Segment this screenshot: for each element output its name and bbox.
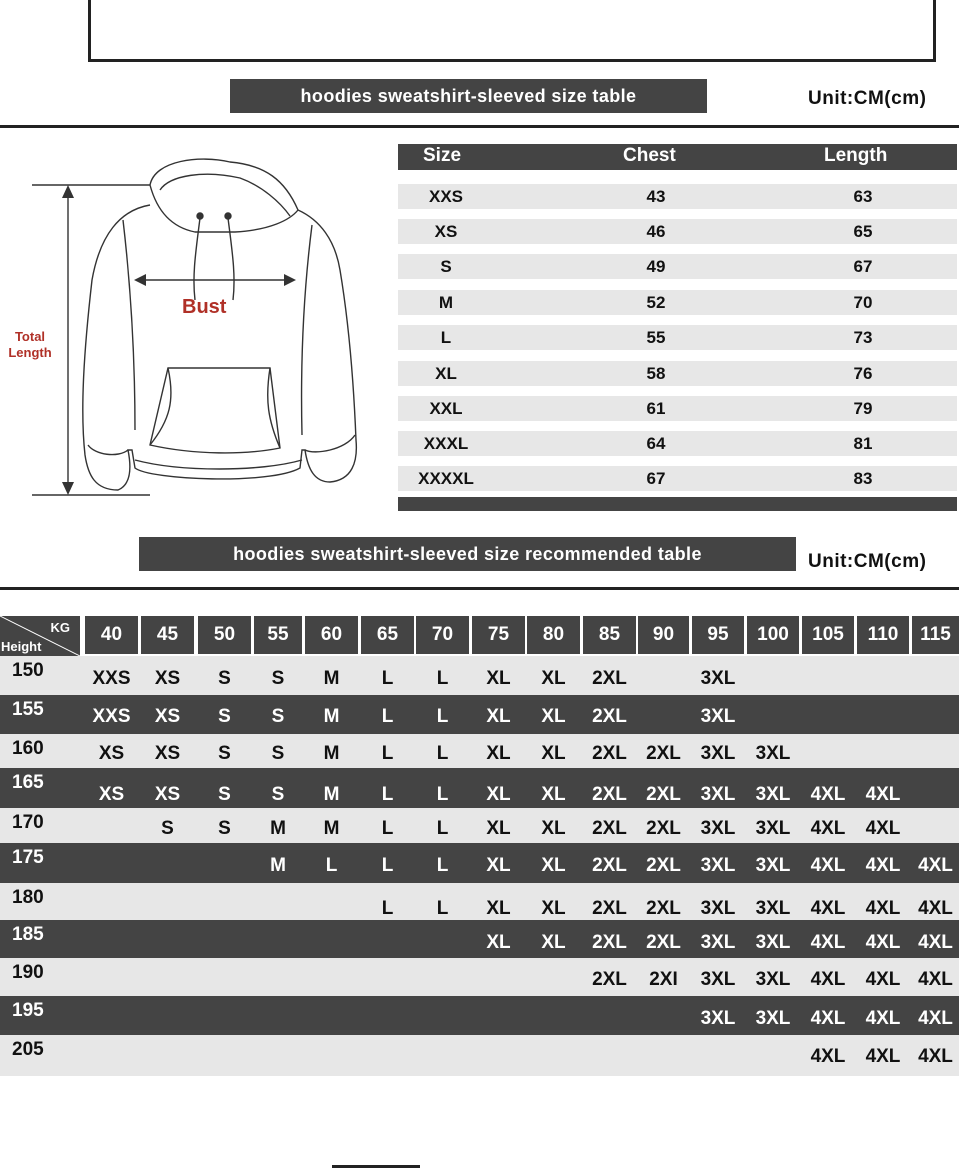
- size-recommendation-cell: 3XL: [755, 898, 791, 919]
- size-recommendation-cell: 4XL: [810, 1008, 846, 1029]
- size-recommendation-cell: S: [218, 818, 231, 839]
- size-recommendation-cell: 4XL: [865, 818, 901, 839]
- kg-cell: 100: [747, 616, 799, 654]
- size-recommendation-cell: 4XL: [810, 932, 846, 953]
- size-recommendation-cell: L: [381, 706, 394, 727]
- size-cell-size: L: [440, 328, 452, 347]
- recommended-row: [0, 996, 959, 1035]
- size-row: [398, 184, 957, 209]
- size-recommendation-cell: XL: [486, 668, 511, 689]
- unit-label-2: Unit:CM(cm): [808, 551, 927, 572]
- height-label: 175: [12, 847, 44, 868]
- size-cell-length: 67: [853, 257, 873, 276]
- corner-height: Height: [1, 639, 42, 654]
- size-recommendation-cell: 2XL: [646, 743, 681, 764]
- size-recommendation-cell: XL: [486, 743, 511, 764]
- size-recommendation-cell: 2XL: [646, 784, 681, 805]
- size-cell-size: S: [440, 257, 452, 276]
- size-recommendation-cell: S: [271, 784, 285, 805]
- kg-cell: 80: [527, 616, 580, 654]
- size-recommendation-cell: M: [323, 668, 340, 689]
- size-recommendation-cell: XXS: [92, 706, 131, 727]
- height-label: 160: [12, 738, 44, 759]
- size-recommendation-cell: XS: [154, 743, 181, 764]
- size-cell-chest: 46: [646, 222, 666, 241]
- size-recommendation-cell: 3XL: [755, 784, 791, 805]
- size-recommendation-cell: 3XL: [700, 743, 736, 764]
- size-row: [398, 431, 957, 456]
- size-row: [398, 219, 957, 244]
- size-recommendation-cell: 2XL: [646, 932, 681, 953]
- size-row: [398, 396, 957, 421]
- kg-cell: 45: [141, 616, 194, 654]
- size-recommendation-cell: 3XL: [700, 1008, 736, 1029]
- size-recommendation-cell: S: [271, 668, 285, 689]
- unit-label: Unit:CM(cm): [808, 88, 927, 109]
- size-recommendation-cell: 4XL: [918, 898, 953, 919]
- height-label: 150: [12, 660, 44, 681]
- size-recommendation-cell: M: [270, 818, 286, 839]
- size-recommendation-cell: 3XL: [755, 932, 791, 953]
- size-recommendation-cell: L: [436, 855, 449, 876]
- size-recommendation-cell: 4XL: [918, 969, 953, 990]
- size-recommendation-cell: 4XL: [918, 1046, 953, 1067]
- size-recommendation-cell: 3XL: [755, 818, 791, 839]
- size-recommendation-cell: 4XL: [865, 932, 901, 953]
- kg-cell: 90: [638, 616, 689, 654]
- size-recommendation-cell: XL: [541, 706, 566, 727]
- size-cell-chest: 67: [646, 469, 666, 488]
- height-label: 190: [12, 962, 44, 983]
- size-recommendation-cell: XL: [486, 706, 511, 727]
- size-recommendation-cell: 2XL: [592, 668, 627, 689]
- size-recommendation-cell: 4XL: [865, 855, 901, 876]
- header-size: Size: [423, 145, 462, 166]
- size-recommendation-cell: M: [323, 818, 340, 839]
- size-recommendation-cell: S: [271, 743, 285, 764]
- recommended-row: [0, 958, 959, 996]
- size-recommendation-cell: S: [161, 818, 174, 839]
- kg-cell: 105: [802, 616, 854, 654]
- size-table-footer: [398, 497, 957, 511]
- size-recommendation-cell: 3XL: [755, 1008, 791, 1029]
- hoodie-diagram: [0, 150, 390, 510]
- size-recommendation-cell: 4XL: [810, 898, 846, 919]
- size-cell-size: XXS: [428, 187, 464, 206]
- kg-cell: 55: [254, 616, 302, 654]
- size-recommendation-cell: 4XL: [810, 969, 846, 990]
- size-recommendation-cell: M: [323, 743, 340, 764]
- size-recommendation-cell: L: [381, 818, 394, 839]
- height-label: 205: [12, 1039, 44, 1060]
- kg-cell: 70: [416, 616, 469, 654]
- size-recommendation-cell: 2XL: [646, 898, 681, 919]
- size-row: [398, 290, 957, 315]
- size-recommendation-cell: XS: [154, 784, 181, 805]
- size-recommendation-cell: 4XL: [865, 969, 901, 990]
- size-recommendation-cell: L: [436, 743, 449, 764]
- size-recommendation-cell: 3XL: [755, 743, 791, 764]
- size-cell-length: 79: [853, 399, 873, 418]
- size-recommendation-cell: 4XL: [865, 1046, 901, 1067]
- size-recommendation-cell: XS: [154, 668, 181, 689]
- size-recommendation-cell: 4XL: [810, 855, 846, 876]
- size-recommendation-cell: 3XL: [700, 706, 736, 727]
- size-recommendation-cell: XL: [486, 784, 511, 805]
- kg-cell: 40: [85, 616, 138, 654]
- size-cell-length: 83: [853, 469, 873, 488]
- header-chest: Chest: [623, 145, 676, 166]
- size-recommendation-cell: 4XL: [918, 932, 953, 953]
- size-recommendation-cell: XL: [541, 932, 566, 953]
- divider-2: [0, 587, 959, 590]
- size-recommendation-cell: XS: [154, 706, 181, 727]
- size-cell-size: XXXL: [423, 434, 469, 453]
- kg-cell: 75: [472, 616, 525, 654]
- size-recommendation-cell: 3XL: [700, 784, 736, 805]
- kg-cell: 85: [583, 616, 636, 654]
- size-recommendation-cell: 4XL: [865, 1008, 901, 1029]
- size-recommendation-cell: XL: [486, 818, 511, 839]
- corner-kg: KG: [50, 620, 70, 635]
- size-table-title: hoodies sweatshirt-sleeved size table: [230, 79, 707, 113]
- size-recommendation-cell: XL: [541, 818, 566, 839]
- size-recommendation-cell: 3XL: [700, 818, 736, 839]
- kg-header-row: [0, 616, 959, 656]
- kg-cell: 110: [857, 616, 909, 654]
- size-recommendation-cell: XXS: [92, 668, 131, 689]
- size-recommendation-cell: M: [323, 706, 340, 727]
- divider: [0, 125, 959, 128]
- recommended-row: [0, 695, 959, 734]
- size-recommendation-cell: S: [218, 668, 231, 689]
- size-recommendation-cell: S: [218, 706, 231, 727]
- size-cell-length: 81: [853, 434, 873, 453]
- size-recommendation-cell: M: [323, 784, 340, 805]
- size-cell-chest: 43: [646, 187, 666, 206]
- size-cell-length: 65: [853, 222, 873, 241]
- size-recommendation-cell: L: [436, 668, 449, 689]
- size-cell-size: M: [438, 293, 454, 312]
- height-label: 180: [12, 887, 44, 908]
- top-frame: [88, 0, 936, 62]
- size-recommendation-cell: 2XL: [592, 784, 627, 805]
- size-recommendation-cell: S: [218, 784, 231, 805]
- size-recommendation-cell: XL: [486, 898, 511, 919]
- size-recommendation-cell: 4XL: [918, 1008, 953, 1029]
- size-cell-length: 73: [853, 328, 873, 347]
- size-recommendation-cell: 2XL: [592, 969, 627, 990]
- size-recommendation-cell: L: [436, 818, 449, 839]
- size-recommendation-cell: 3XL: [755, 855, 791, 876]
- kg-cell: 115: [912, 616, 959, 654]
- size-recommendation-cell: 2XL: [592, 818, 627, 839]
- size-recommendation-cell: 4XL: [810, 784, 846, 805]
- size-cell-chest: 61: [646, 399, 666, 418]
- size-recommendation-cell: 3XL: [700, 668, 736, 689]
- size-recommendation-cell: S: [218, 743, 231, 764]
- size-cell-length: 63: [853, 187, 873, 206]
- size-recommendation-cell: 4XL: [865, 898, 901, 919]
- recommended-row: [0, 768, 959, 808]
- bust-label: Bust: [182, 296, 227, 318]
- kg-cell: 65: [361, 616, 414, 654]
- size-recommendation-cell: 2XL: [592, 932, 627, 953]
- recommended-row: [0, 843, 959, 883]
- size-recommendation-cell: L: [325, 855, 338, 876]
- size-recommendation-cell: 2XL: [646, 855, 681, 876]
- size-recommendation-cell: XL: [541, 855, 566, 876]
- size-recommendation-cell: XL: [486, 855, 511, 876]
- recommended-table-title: hoodies sweatshirt-sleeved size recommended table: [139, 537, 796, 571]
- size-recommendation-cell: L: [381, 855, 394, 876]
- size-cell-chest: 52: [646, 293, 666, 312]
- size-recommendation-cell: 3XL: [700, 898, 736, 919]
- size-recommendation-cell: 3XL: [700, 932, 736, 953]
- size-recommendation-cell: L: [381, 743, 394, 764]
- size-recommendation-cell: XS: [98, 784, 125, 805]
- size-recommendation-cell: 2XI: [649, 969, 678, 990]
- size-recommendation-cell: XL: [541, 743, 566, 764]
- size-recommendation-cell: L: [436, 706, 449, 727]
- total-length-line1: Total: [14, 329, 46, 344]
- size-cell-chest: 55: [646, 328, 666, 347]
- size-row: [398, 254, 957, 279]
- size-recommendation-cell: 3XL: [700, 855, 736, 876]
- recommended-row: [0, 920, 959, 958]
- size-recommendation-cell: 3XL: [755, 969, 791, 990]
- kg-cell: 60: [305, 616, 358, 654]
- total-length-label: [2, 329, 58, 361]
- size-recommendation-cell: L: [381, 668, 394, 689]
- kg-cell: 50: [198, 616, 251, 654]
- size-recommendation-cell: 3XL: [700, 969, 736, 990]
- height-label: 195: [12, 1000, 44, 1021]
- size-recommendation-cell: 2XL: [646, 818, 681, 839]
- size-recommendation-cell: 2XL: [592, 706, 627, 727]
- recommended-row: [0, 734, 959, 768]
- size-table-header: [398, 144, 957, 170]
- size-recommendation-cell: S: [271, 706, 285, 727]
- size-row: [398, 466, 957, 491]
- size-recommendation-cell: L: [436, 898, 449, 919]
- height-label: 170: [12, 812, 44, 833]
- height-label: 155: [12, 699, 44, 720]
- kg-cell: 95: [692, 616, 744, 654]
- recommended-row: [0, 808, 959, 843]
- size-cell-size: XS: [434, 222, 458, 241]
- size-cell-chest: 58: [646, 364, 666, 383]
- recommended-row: [0, 883, 959, 920]
- size-recommendation-cell: XL: [486, 932, 511, 953]
- bottom-mark: [332, 1165, 420, 1168]
- size-recommendation-cell: XL: [541, 898, 566, 919]
- size-recommendation-cell: XS: [98, 743, 125, 764]
- size-recommendation-cell: 4XL: [810, 818, 846, 839]
- size-cell-size: XL: [435, 364, 457, 383]
- size-recommendation-cell: 2XL: [592, 855, 627, 876]
- size-row: [398, 325, 957, 350]
- header-length: Length: [824, 145, 888, 166]
- total-length-line2: Length: [8, 345, 52, 360]
- size-recommendation-cell: 4XL: [810, 1046, 846, 1067]
- size-recommendation-cell: L: [436, 784, 449, 805]
- size-cell-size: XXL: [429, 399, 463, 418]
- size-cell-chest: 49: [646, 257, 666, 276]
- height-label: 165: [12, 772, 44, 793]
- size-recommendation-cell: M: [270, 855, 286, 876]
- size-recommendation-cell: 2XL: [592, 898, 627, 919]
- size-cell-size: XXXXL: [418, 469, 474, 488]
- size-row: [398, 361, 957, 386]
- size-recommendation-cell: XL: [541, 668, 566, 689]
- recommended-row: [0, 1035, 959, 1076]
- height-label: 185: [12, 924, 44, 945]
- size-recommendation-cell: 2XL: [592, 743, 627, 764]
- size-cell-length: 76: [853, 364, 873, 383]
- size-cell-chest: 64: [646, 434, 666, 453]
- size-recommendation-cell: L: [381, 784, 394, 805]
- size-recommendation-cell: 4XL: [865, 784, 901, 805]
- recommended-row: [0, 656, 959, 695]
- size-recommendation-cell: L: [381, 898, 394, 919]
- size-cell-length: 70: [853, 293, 873, 312]
- size-recommendation-cell: XL: [541, 784, 566, 805]
- size-recommendation-cell: 4XL: [918, 855, 953, 876]
